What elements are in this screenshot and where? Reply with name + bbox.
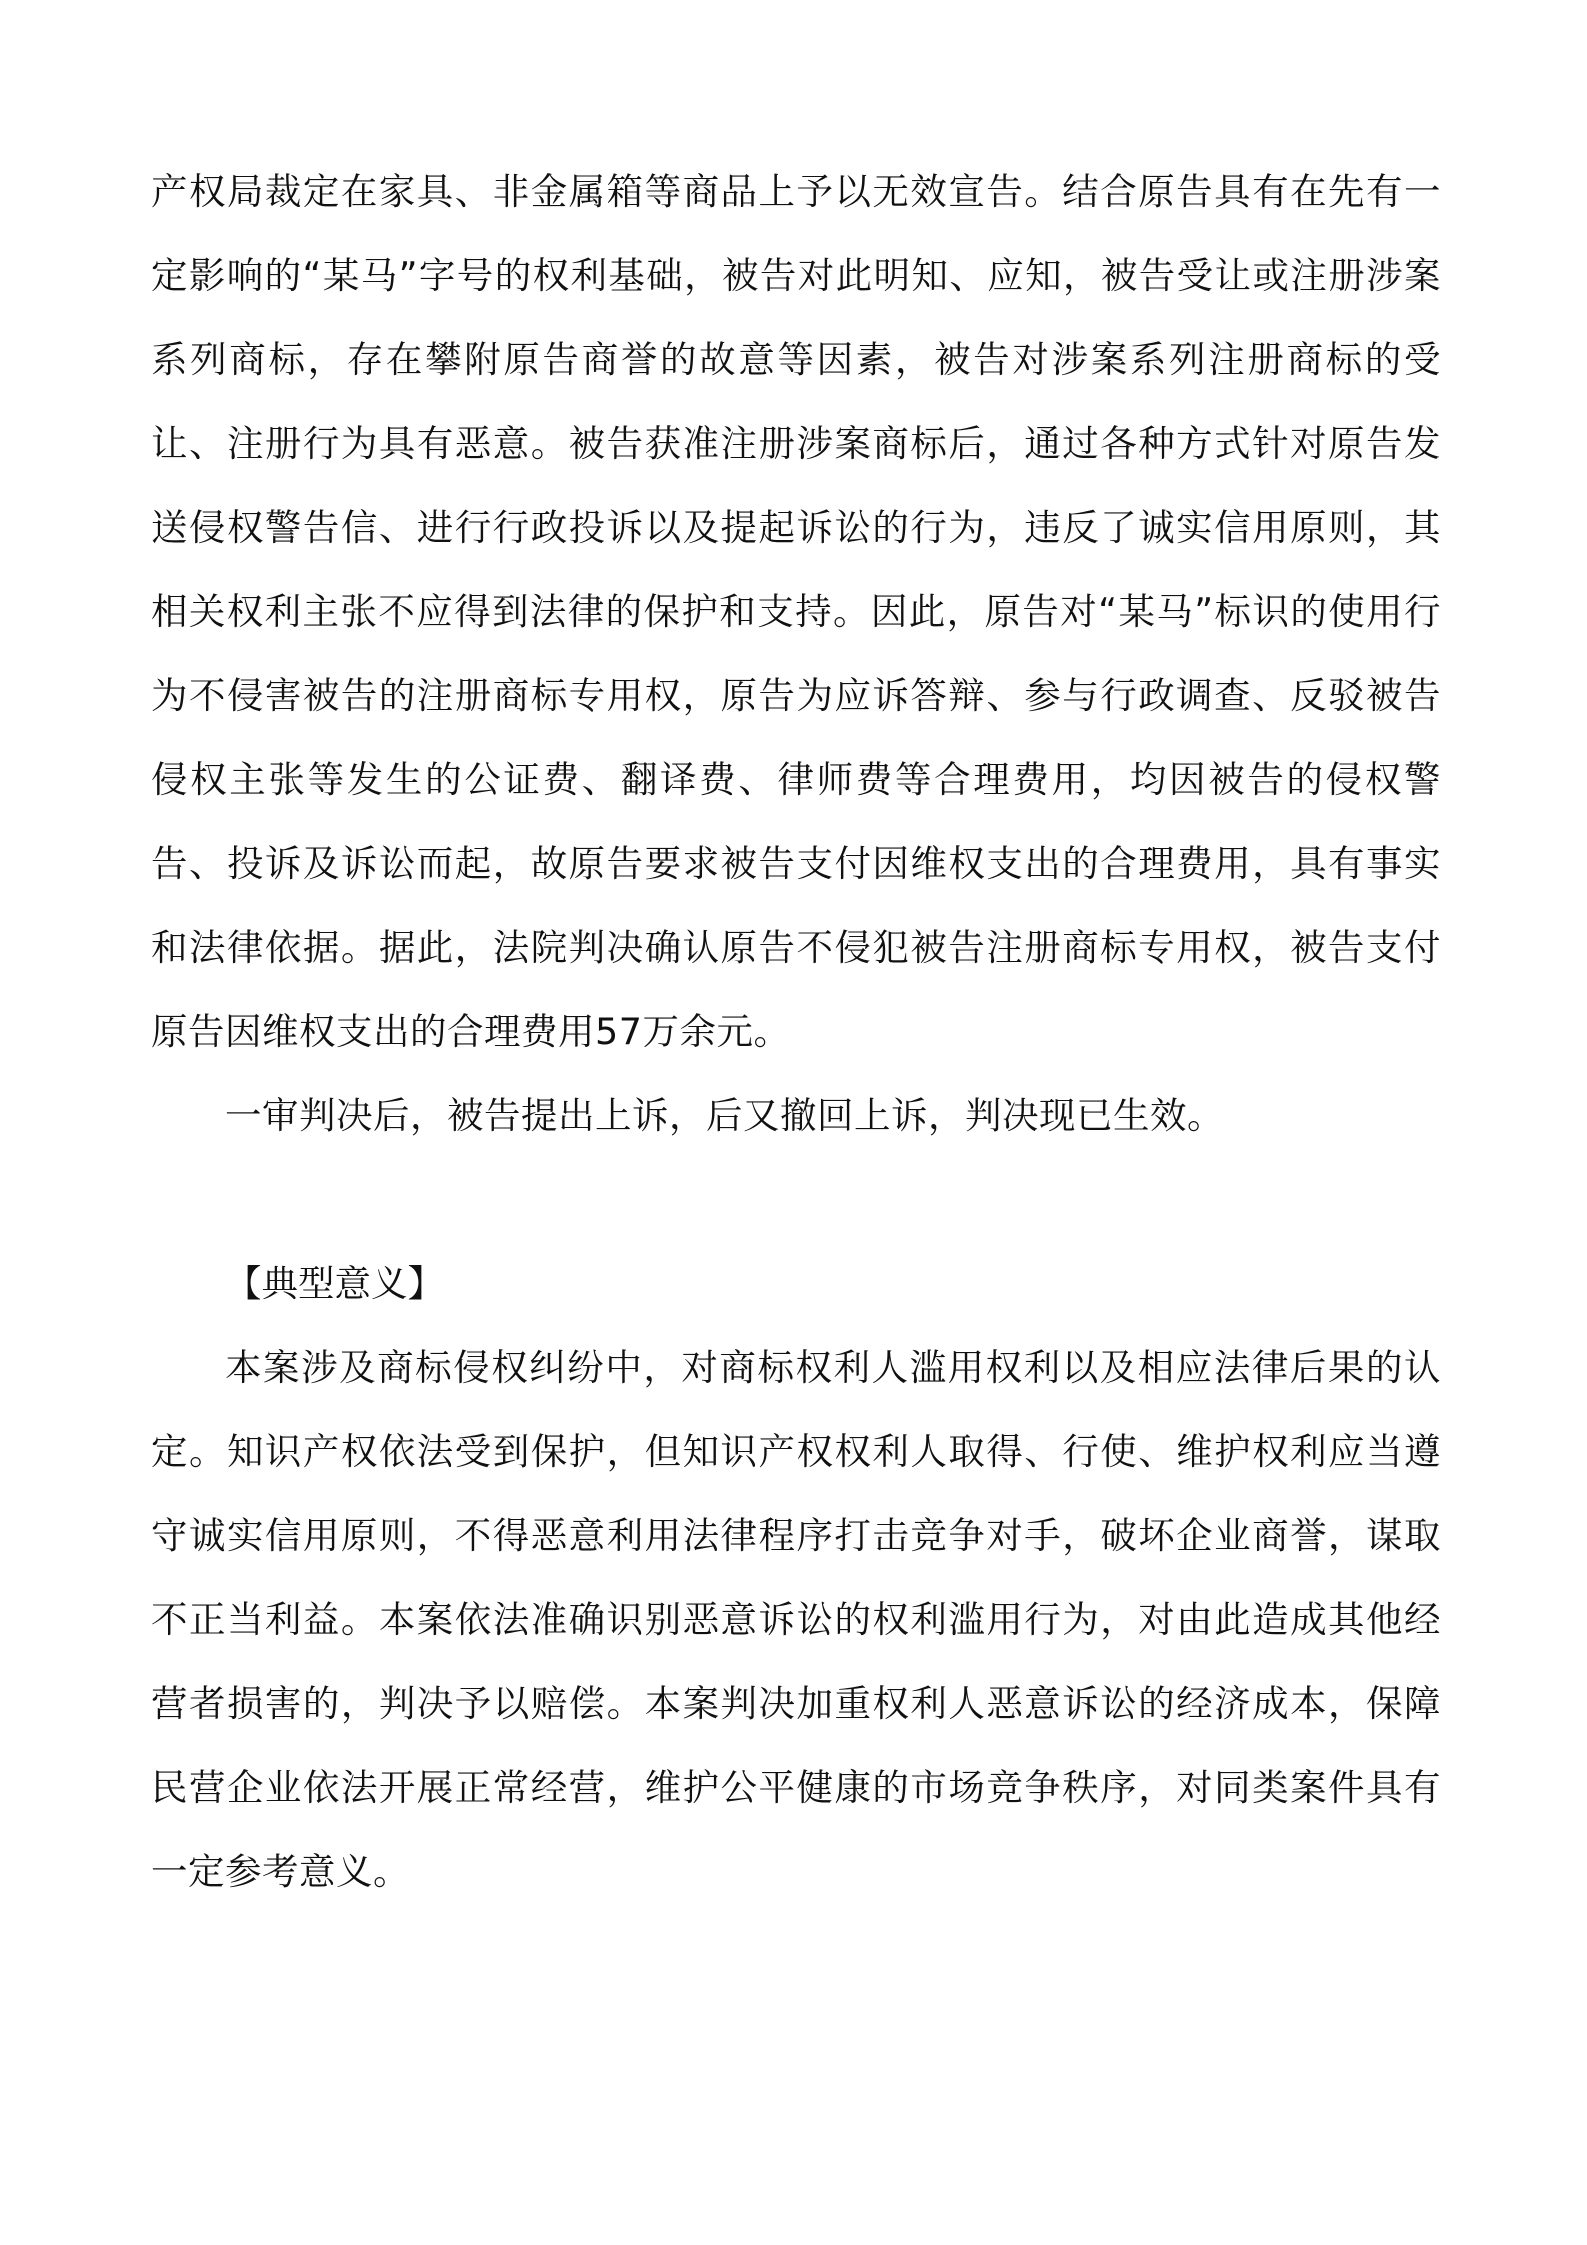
appeal-status-paragraph: 一审判决后，被告提出上诉，后又撤回上诉，判决现已生效。 bbox=[225, 1094, 1224, 1137]
section-spacer bbox=[151, 1158, 1441, 1242]
section-heading: 【典型意义】 bbox=[225, 1262, 444, 1305]
case-ruling-paragraph: 产权局裁定在家具、非金属箱等商品上予以无效宣告。结合原告具有在先有一定影响的“某马”字号的权利基础，被告对此明知、应知，被告受让或注册涉案系列商标，存在攀附原告商誉的故意等因素，被告对涉案系列注册商标的受让、注册行为具有恶意。被告获准注册涉案商标后，通过各种方式针对原告发送侵权警告信、进行行政投诉以及提起诉讼的行为，违反了诚实信用原则，其相关权利主张不应得到法律的保护和支持。因此，原告对“某马”标识的使用行为不侵害被告的注册商标专用权，原告为应诉答辩、参与行政调查、反驳被告侵权主张等发生的公证费、翻译费、律师费等合理费用，均因被告的侵权警告、投诉及诉讼而起，故原告要求被告支付因维权支出的合理费用，具有事实和法律依据。据此，法院判决确认原告不侵犯被告注册商标专用权，被告支付原告因维权支出的合理费用57万余元。 bbox=[151, 170, 1441, 1053]
document-page bbox=[151, 150, 1441, 1914]
significance-paragraph: 本案涉及商标侵权纠纷中，对商标权利人滥用权利以及相应法律后果的认定。知识产权依法受到保护，但知识产权权利人取得、行使、维护权利应当遵守诚实信用原则，不得恶意利用法律程序打击竞争对手，破坏企业商誉，谋取不正当利益。本案依法准确识别恶意诉讼的权利滥用行为，对由此造成其他经营者损害的，判决予以赔偿。本案判决加重权利人恶意诉讼的经济成本，保障民营企业依法开展正常经营，维护公平健康的市场竞争秩序，对同类案件具有一定参考意义。 bbox=[151, 1346, 1441, 1893]
